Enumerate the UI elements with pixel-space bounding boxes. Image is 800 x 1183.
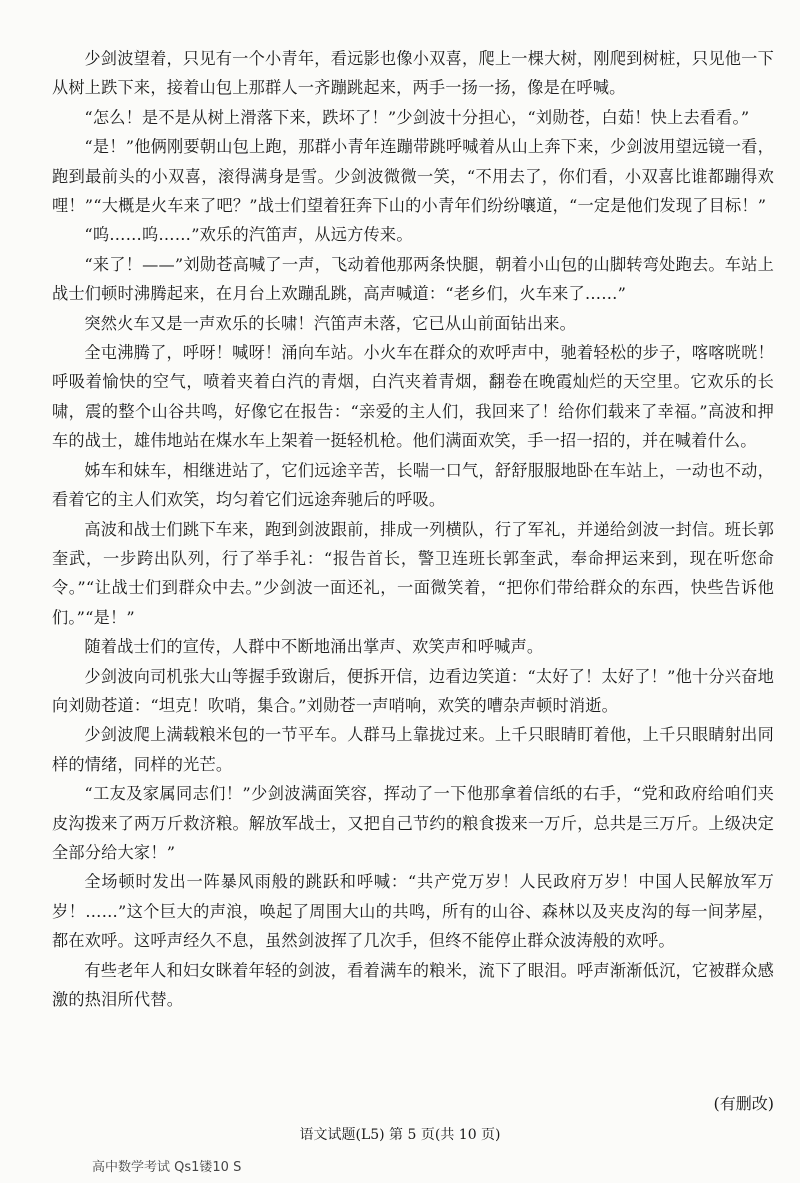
paragraph-5: “来了！——”刘勋苍高喊了一声，飞动着他那两条快腿，朝着小山包的山脚转弯处跑去。车站上战士们顿时沸腾起来，在月台上欢蹦乱跳，高声喊道：“老乡们，火车来了……”	[52, 254, 774, 304]
page-footer: 语文试题(L5) 第 5 页(共 10 页)	[299, 1127, 501, 1143]
paragraph-10: 随着战士们的宣传，人群中不断地涌出掌声、欢笑声和呼喊声。	[84, 637, 544, 657]
source-note: (有删改)	[713, 1094, 774, 1113]
article-body	[52, 44, 774, 1014]
scan-mark: 高中数学考试 Qs1镂10 S	[92, 1160, 242, 1175]
paragraph-12: 少剑波爬上满载粮米包的一节平车。人群马上靠拢过来。上千只眼睛盯着他，上千只眼睛射出同样的情绪，同样的光芒。	[52, 725, 774, 774]
paragraph-6: 突然火车又是一声欢乐的长啸！汽笛声未落，它已从山前面钻出来。	[84, 313, 577, 333]
paragraph-14: 全场顿时发出一阵暴风雨般的跳跃和呼喊：“共产党万岁！人民政府万岁！中国人民解放军万岁！……”这个巨大的声浪，唤起了周围大山的共鸣，所有的山谷、森林以及夹皮沟的每一间茅屋，都在欢呼。这呼声经久不息，虽然剑波挥了几次手，但终不能停止群众波涛般的欢呼。	[52, 872, 774, 951]
paragraph-4: “呜……呜……”欢乐的汽笛声，从远方传来。	[84, 225, 413, 245]
paragraph-9: 高波和战士们跳下车来，跑到剑波跟前，排成一列横队，行了军礼，并递给剑波一封信。班长郭奎武，一步跨出队列，行了举手礼：“报告首长，警卫连班长郭奎武，奉命押运来到，现在听您命令。”“让战士们到群众中去。”少剑波一面还礼，一面微笑着，“把你们带给群众的东西，快些告诉他们。”“是！”	[52, 519, 774, 627]
paragraph-3: “是！”他俩刚要朝山包上跑，那群小青年连蹦带跳呼喊着从山上奔下来，少剑波用望远镜一看，跑到最前头的小双喜，滚得满身是雪。少剑波微微一笑，“不用去了，你们看，小双喜比谁都蹦得欢哩！”“大概是火车来了吧？”战士们望着狂奔下山的小青年们纷纷嚷道，“一定是他们发现了目标！”	[52, 137, 774, 216]
paragraph-2: “怎么！是不是从树上滑落下来，跌坏了！”少剑波十分担心，“刘勋苍，白茹！快上去看看。”	[84, 107, 750, 127]
paragraph-13: “工友及家属同志们！”少剑波满面笑容，挥动了一下他那拿着信纸的右手，“党和政府给咱们夹皮沟拨来了两万斤救济粮。解放军战士，又把自己节约的粮食拨来一万斤，总共是三万斤。上级决定全部分给大家！”	[52, 784, 774, 862]
paragraph-1: 少剑波望着，只见有一个小青年，看远影也像小双喜，爬上一棵大树，刚爬到树桩，只见他一下从树上跌下来，接着山包上那群人一齐蹦跳起来，两手一扬一扬，像是在呼喊。	[52, 49, 774, 98]
paragraph-8: 姊车和妹车，相继进站了，它们远途辛苦，长喘一口气，舒舒服服地卧在车站上，一动也不动，看着它的主人们欢笑，均匀着它们远途奔驰后的呼吸。	[52, 460, 774, 510]
paragraph-11: 少剑波向司机张大山等握手致谢后，便拆开信，边看边笑道：“太好了！太好了！”他十分兴奋地向刘勋苍道：“坦克！吹哨，集合。”刘勋苍一声哨响，欢笑的嘈杂声顿时消逝。	[52, 666, 774, 715]
paragraph-15: 有些老年人和妇女眯着年轻的剑波，看着满车的粮米，流下了眼泪。呼声渐渐低沉，它被群众感激的热泪所代替。	[52, 960, 774, 1009]
paragraph-7: 全屯沸腾了，呼呀！喊呀！涌向车站。小火车在群众的欢呼声中，驰着轻松的步子，喀喀咣咣！呼吸着愉快的空气，喷着夹着白汽的青烟，白汽夹着青烟，翻卷在晚霞灿烂的天空里。它欢乐的长啸，震的整个山谷共鸣，好像它在报告：“亲爱的主人们，我回来了！给你们载来了幸福。”高波和押车的战士，雄伟地站在煤水车上架着一挺轻机枪。他们满面欢笑，手一招一招的，并在喊着什么。	[52, 343, 774, 451]
